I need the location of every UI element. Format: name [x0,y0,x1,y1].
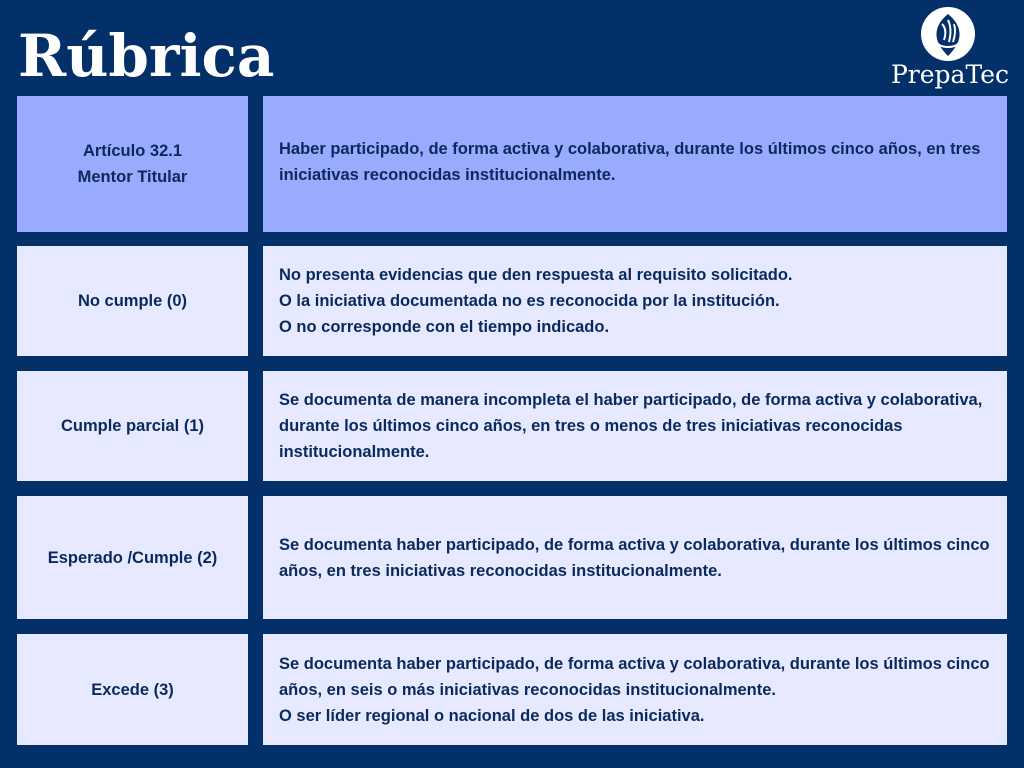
header-label-cell [17,96,248,232]
rubric-level-label [17,496,248,619]
mentor-role: Mentor Titular [77,168,188,186]
description-line: No presenta evidencias que den respuesta al requisito solicitado. [279,266,793,284]
description-line: Se documenta de manera incompleta el haber participado, de forma activa y colaborativa, durante los últimos cinco años, en tres o menos de tres iniciativas reconocidas institucionalmente. [279,391,983,461]
level-no-cumple: No cumple (0) [77,292,188,310]
level-cumple-parcial: Cumple parcial (1) [60,417,205,435]
logo-wordmark: PrepaTec [890,60,1009,89]
rubric-level-label [17,246,248,356]
prepatec-logo [880,4,1020,94]
rubric-level-description [263,634,1007,745]
header-description-cell [263,96,1007,232]
description-line: Se documenta haber participado, de forma activa y colaborativa, durante los últimos cinco años, en seis o más iniciativas reconocidas institucionalmente. [279,654,990,699]
rubric-level-label [17,634,248,745]
level-excede: Excede (3) [91,680,174,699]
page-title: Rúbrica [18,22,275,90]
description-line: Se documenta haber participado, de forma activa y colaborativa, durante los últimos cinco años, en tres iniciativas reconocidas institucionalmente. [279,535,990,580]
description-line: O la iniciativa documentada no es reconocida por la institución. [279,292,780,310]
level-esperado-cumple: Esperado /Cumple (2) [47,548,218,567]
description-line: O no corresponde con el tiempo indicado. [279,318,610,336]
rubric-level-description [263,496,1007,619]
rubric-level-label [17,371,248,481]
header-description: Haber participado, de forma activa y colaborativa, durante los últimos cinco años, en tres iniciativas reconocidas institucionalmente. [279,140,981,184]
description-line: O ser líder regional o nacional de dos de las iniciativa. [279,706,705,725]
rubric-level-description [263,371,1007,481]
article-number: Artículo 32.1 [82,142,183,160]
rubric-level-description [263,246,1007,356]
torch-flame-icon [920,6,976,62]
